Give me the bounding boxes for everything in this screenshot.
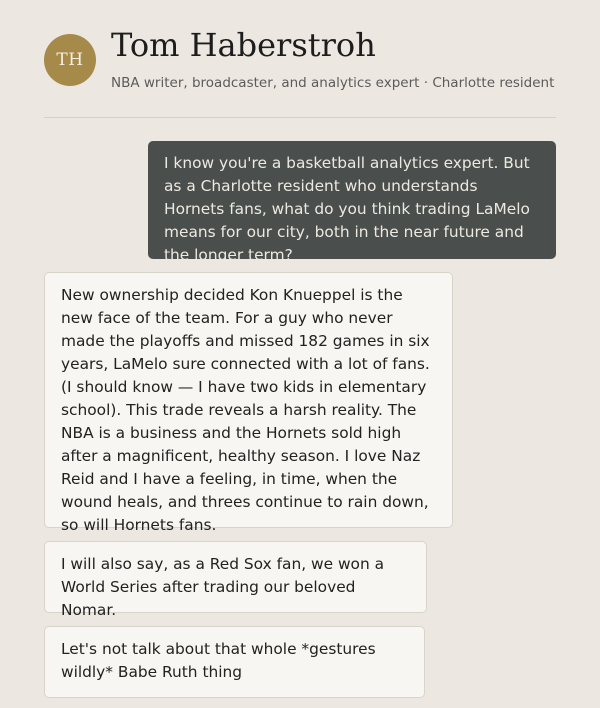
reply-message: I will also say, as a Red Sox fan, we won a World Series after trading our beloved Nomar.	[44, 541, 427, 613]
profile-header	[44, 24, 556, 118]
reply-message: New ownership decided Kon Knueppel is the new face of the team. For a guy who never made the playoffs and missed 182 games in six years, LaMelo sure connected with a lot of fans. (I should know — I have two kids in elementary school). This trade reveals a harsh reality. The NBA is a business and the Hornets sold high after a magnificent, healthy season. I love Naz Reid and I have a feeling, in time, when the wound heals, and threes continue to rain down, so will Hornets fans.	[44, 272, 453, 528]
profile-subtitle: NBA writer, broadcaster, and analytics expert · Charlotte resident	[111, 75, 555, 91]
avatar: TH	[44, 34, 96, 86]
user-message: I know you're a basketball analytics expert. But as a Charlotte resident who understands Hornets fans, what do you think trading LaMelo means for our city, both in the near future and the longer term?	[148, 141, 556, 259]
profile-name: Tom Haberstroh	[111, 26, 376, 64]
reply-message: Let's not talk about that whole *gestures wildly* Babe Ruth thing	[44, 626, 425, 698]
